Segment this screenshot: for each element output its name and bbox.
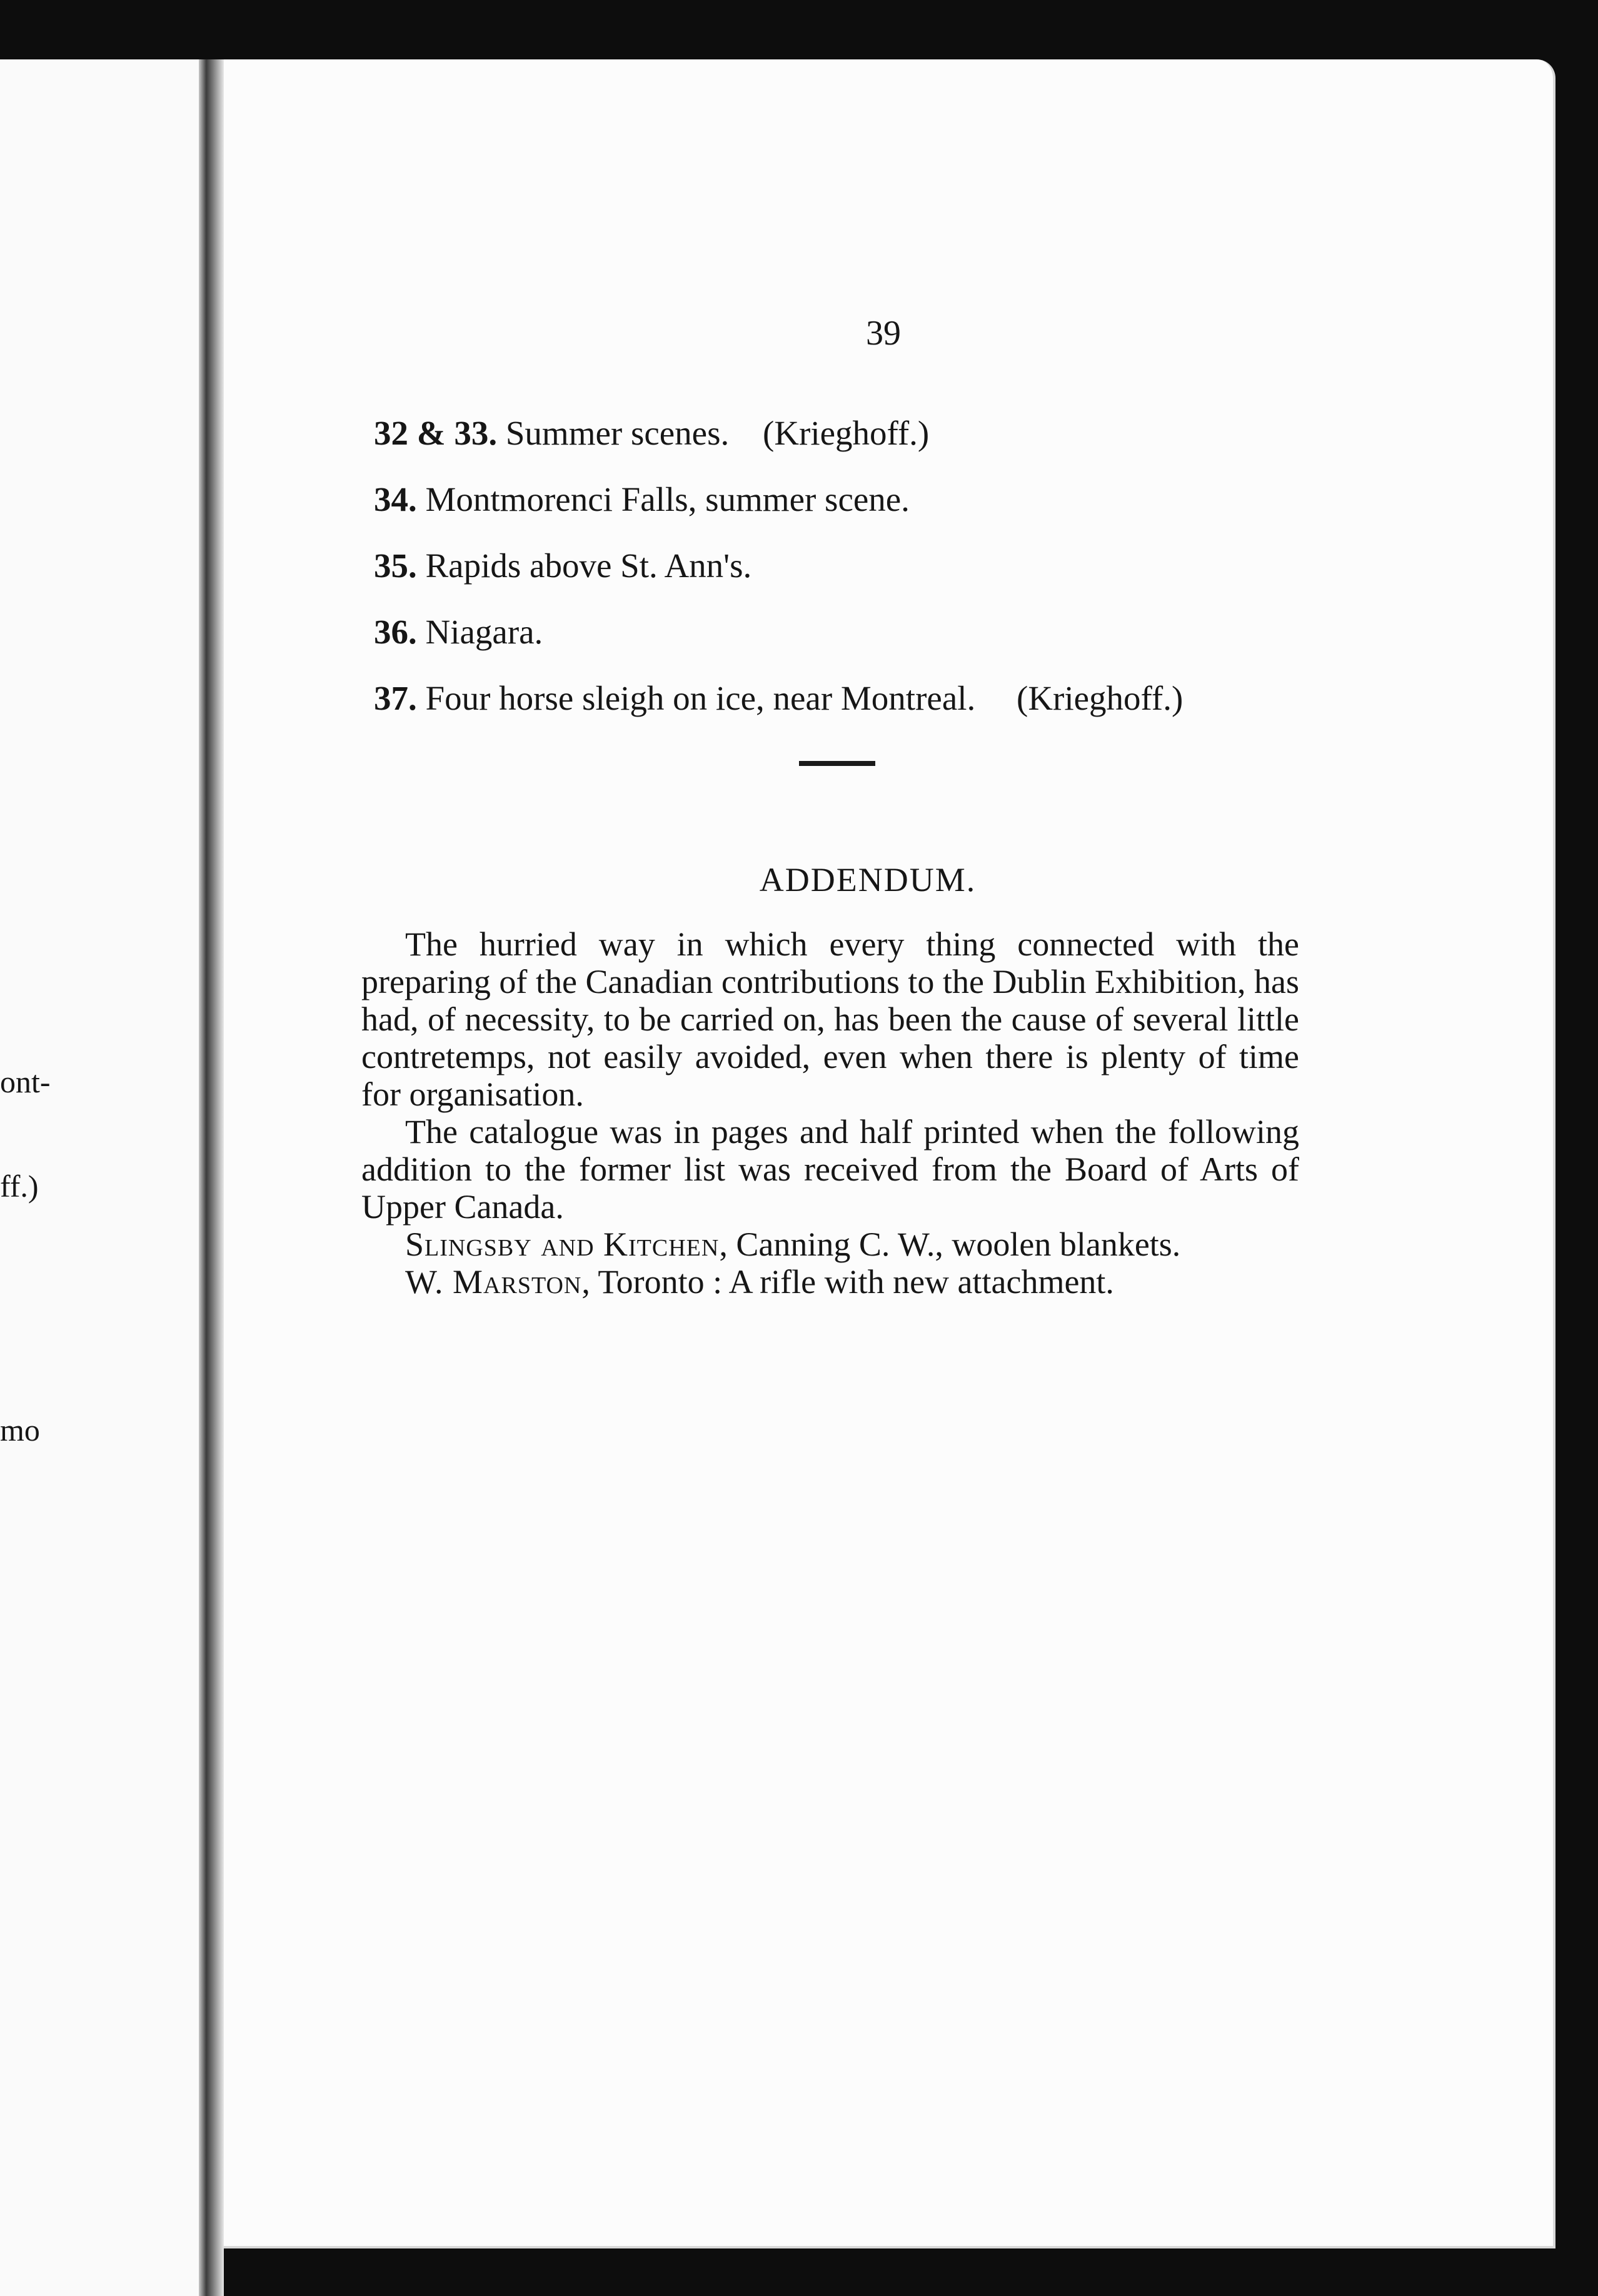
catalogue-entry [374,599,1424,665]
catalogue-list [374,400,1424,732]
contributor-detail: , Canning C. W., woolen blankets. [719,1226,1181,1263]
addendum-paragraph: The catalogue was in pages and half printed when the following addition to the former list was received from the Board of Arts of Upper Canada. [361,1113,1299,1226]
page-number: 39 [866,314,901,353]
left-page-fragment: ont- [0,1064,51,1099]
left-page-edge [0,59,199,2296]
entry-number: 37. [374,679,417,717]
contributor-entry [361,1226,1299,1263]
left-page-fragment: mo [0,1412,40,1448]
entry-title: Four horse sleigh on ice, near Montreal. [425,679,976,717]
entry-number: 35. [374,546,417,585]
book-gutter [199,59,224,2296]
contributor-entry [361,1263,1299,1301]
catalogue-entry [374,400,1424,466]
entry-attribution: (Krieghoff.) [763,414,930,452]
catalogue-entry [374,665,1424,732]
catalogue-entry [374,533,1424,599]
contributor-name: W. Marston [405,1263,582,1301]
right-page [224,59,1555,2248]
entry-attribution: (Krieghoff.) [1017,679,1183,717]
entry-number: 34. [374,480,417,518]
catalogue-entry [374,466,1424,533]
section-divider [799,761,875,766]
addendum-paragraph: The hurried way in which every thing connected with the preparing of the Canadian contributions to the Dublin Exhibition, has had, of necessity, to be carried on, has been the cause of several little contretemps, not easily avoided, even when there is plenty of time for organisation. [361,925,1299,1113]
contributor-detail: , Toronto : A rifle with new attachment. [581,1263,1114,1301]
entry-title: Niagara. [425,613,543,651]
addendum-body [361,925,1299,1301]
entry-number: 32 & 33. [374,414,498,452]
entry-number: 36. [374,613,417,651]
contributor-name: Slingsby and Kitchen [405,1226,720,1263]
entry-title: Montmorenci Falls, summer scene. [425,480,910,518]
left-page-fragment: ff.) [0,1169,39,1204]
entry-title: Summer scenes. [505,414,730,452]
entry-title: Rapids above St. Ann's. [425,546,752,585]
addendum-heading: ADDENDUM. [759,861,977,899]
